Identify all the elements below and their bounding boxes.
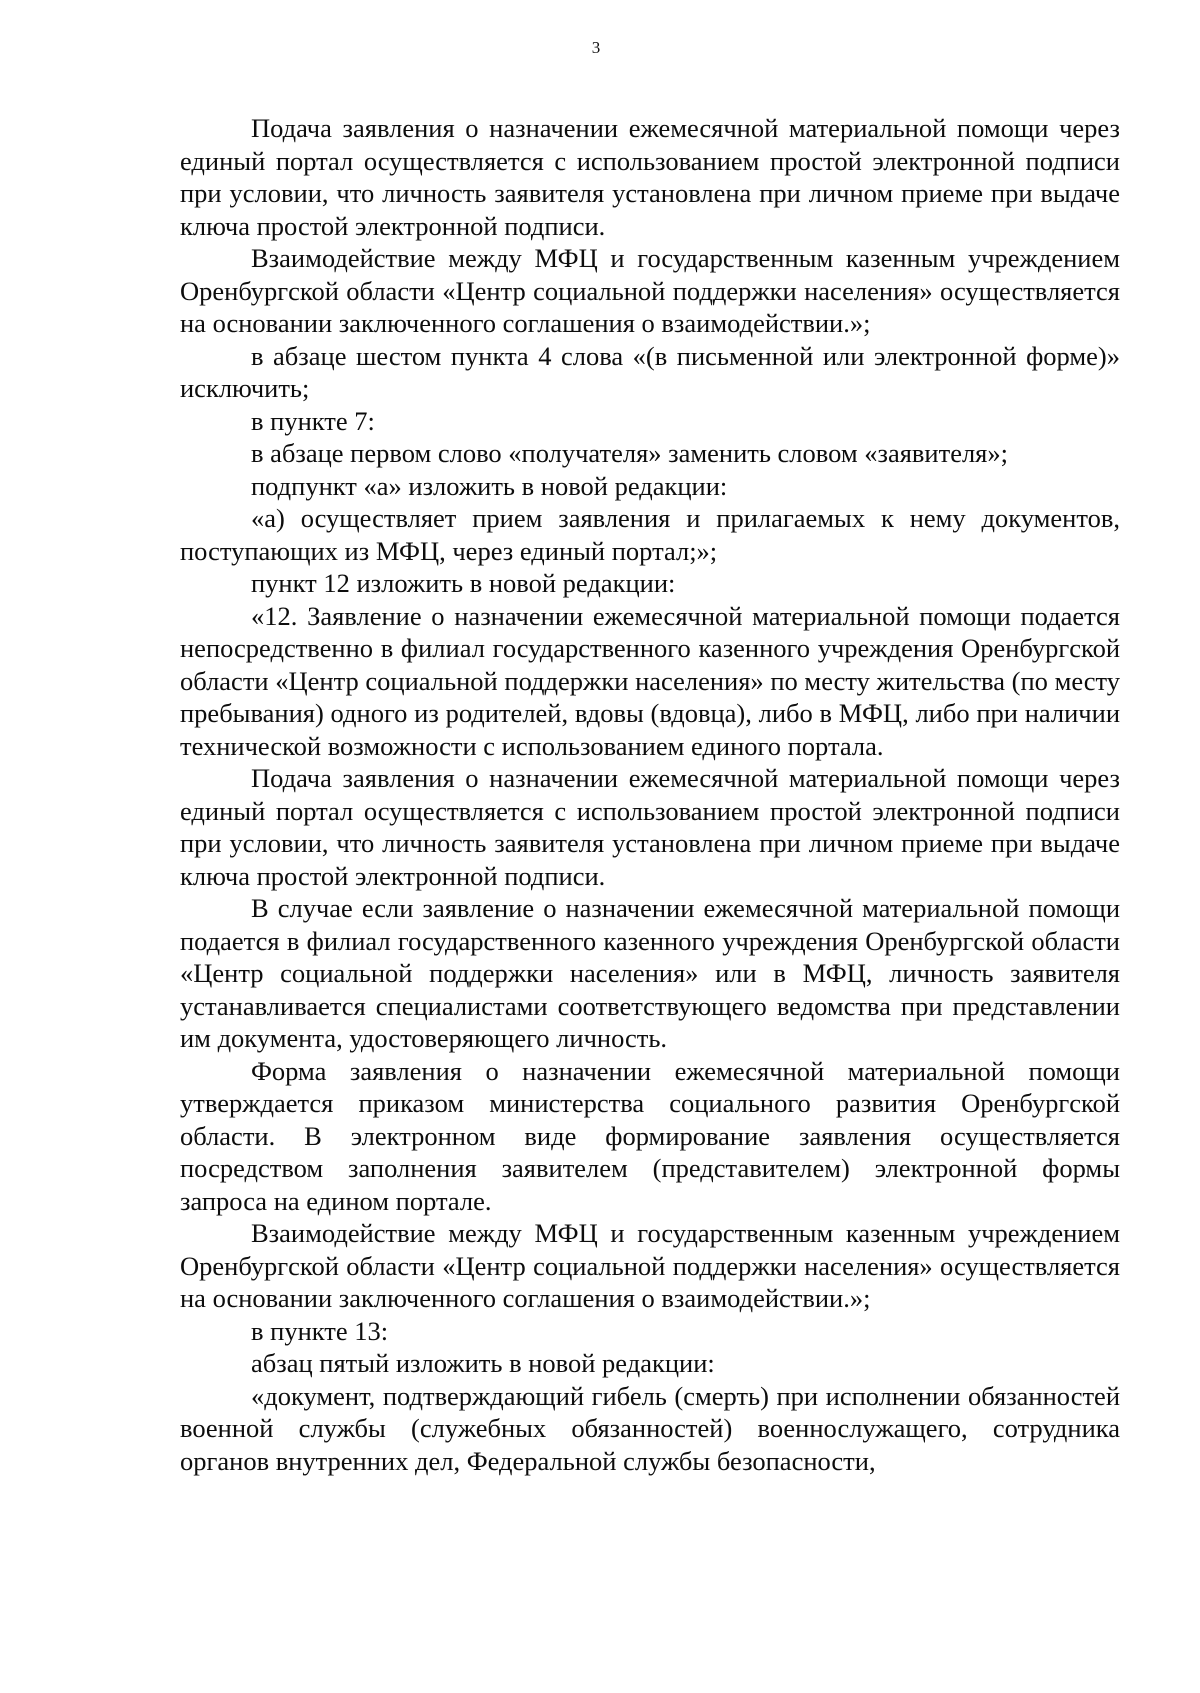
- paragraph: Форма заявления о назначении ежемесячной материальной помощи утверждается приказом министерства социального развития Оренбургской области. В электронном виде формирование заявления осуществляется посредством заполнения заявителем (представителем) электронной формы запроса на едином портале.: [180, 1055, 1120, 1216]
- paragraph: Подача заявления о назначении ежемесячной материальной помощи через единый портал осуществляется с использованием простой электронной подписи при условии, что личность заявителя установлена при личном приеме при выдаче ключа простой электронной подписи.: [180, 113, 1120, 241]
- paragraph: Взаимодействие между МФЦ и государственным казенным учреждением Оренбургской области «Центр социальной поддержки населения» осуществляется на основании заключенного соглашения о взаимодействии.»;: [180, 243, 1120, 338]
- paragraph: пункт 12 изложить в новой редакции:: [251, 568, 676, 598]
- paragraph: «а) осуществляет прием заявления и прилагаемых к нему документов, поступающих из МФЦ, через единый портал;»;: [180, 503, 1120, 566]
- document-body: [180, 112, 1120, 1477]
- paragraph: абзац пятый изложить в новой редакции:: [251, 1348, 715, 1378]
- paragraph: В случае если заявление о назначении ежемесячной материальной помощи подается в филиал государственного казенного учреждения Оренбургской области «Центр социальной поддержки населения» или в МФЦ, личность заявителя устанавливается специалистами соответствующего ведомства при представлении им документа, удостоверяющего личность.: [180, 893, 1120, 1053]
- paragraph: в пункте 7:: [251, 405, 375, 436]
- paragraph: подпункт «а» изложить в новой редакции:: [251, 470, 728, 501]
- page-number: 3: [591, 38, 601, 57]
- paragraph: в абзаце первом слово «получателя» заменить словом «заявителя»;: [251, 438, 1008, 468]
- paragraph: «12. Заявление о назначении ежемесячной материальной помощи подается непосредственно в филиал государственного казенного учреждения Оренбургской области «Центр социальной поддержки населения» по месту жительства (по месту пребывания) одного из родителей, вдовы (вдовца), либо в МФЦ, либо при наличии технической возможности с использованием единого портала.: [180, 600, 1120, 761]
- paragraph: Взаимодействие между МФЦ и государственным казенным учреждением Оренбургской области «Центр социальной поддержки населения» осуществляется на основании заключенного соглашения о взаимодействии.»;: [180, 1218, 1120, 1313]
- paragraph: «документ, подтверждающий гибель (смерть) при исполнении обязанностей военной службы (служебных обязанностей) военнослужащего, сотрудника органов внутренних дел, Федеральной службы безопасности,: [180, 1380, 1120, 1476]
- paragraph: Подача заявления о назначении ежемесячной материальной помощи через единый портал осуществляется с использованием простой электронной подписи при условии, что личность заявителя установлена при личном приеме при выдаче ключа простой электронной подписи.: [180, 763, 1120, 891]
- paragraph: в абзаце шестом пункта 4 слова «(в письменной или электронной форме)» исключить;: [180, 340, 1120, 403]
- paragraph: в пункте 13:: [251, 1315, 389, 1346]
